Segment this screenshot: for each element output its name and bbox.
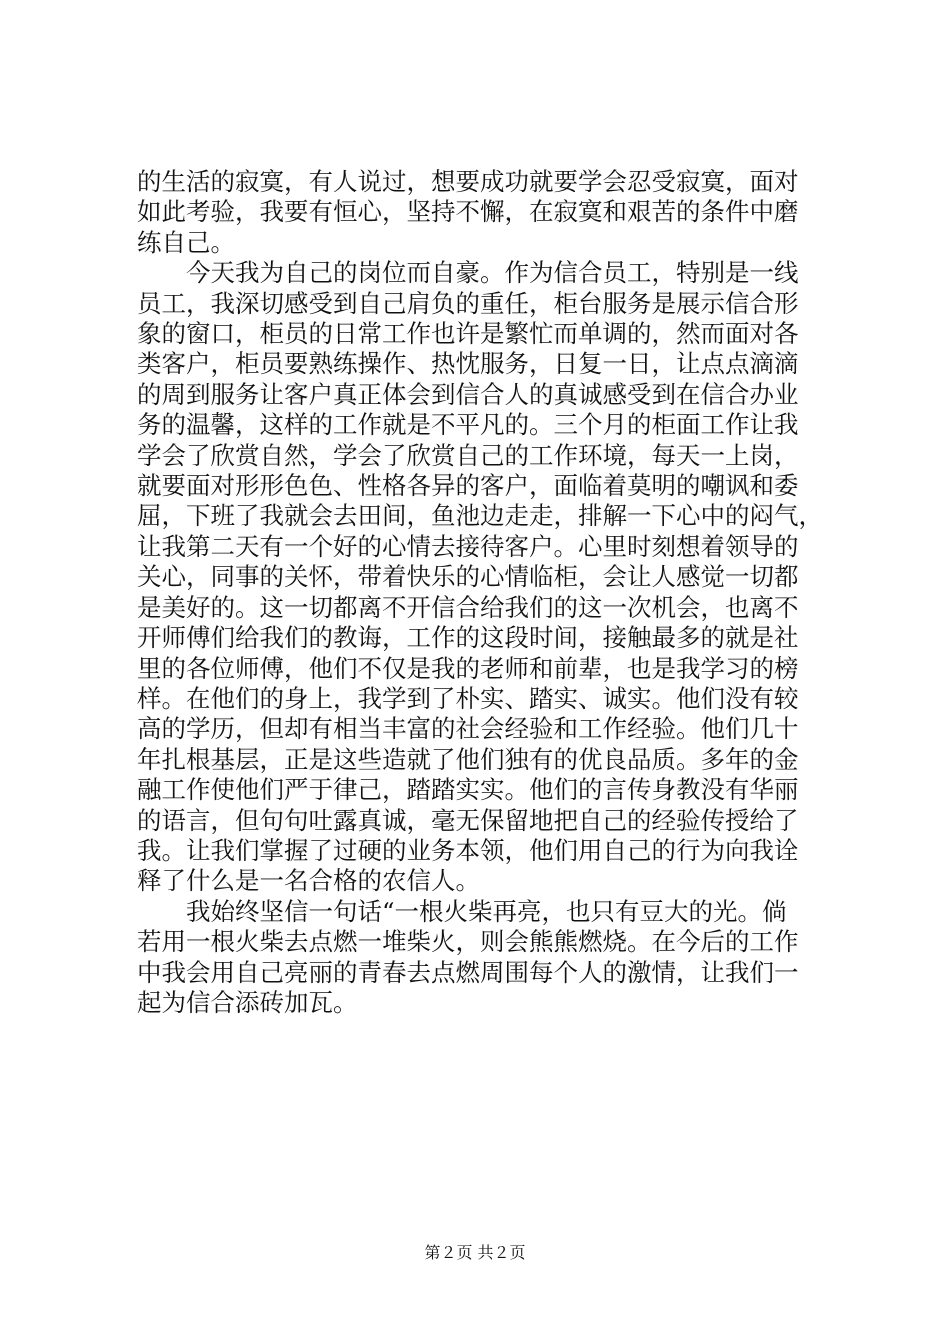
text-line: 样。在他们的身上，我学到了朴实、踏实、诚实。他们没有较 <box>137 683 799 713</box>
text-line: 员工，我深切感受到自己肩负的重任，柜台服务是展示信合形 <box>137 288 799 318</box>
text-line: 象的窗口，柜员的日常工作也许是繁忙而单调的，然而面对各 <box>137 319 799 349</box>
text-line: 的语言，但句句吐露真诚，毫无保留地把自己的经验传授给了 <box>137 805 799 835</box>
page-number: 第２页 共２页 <box>424 1243 526 1262</box>
text-line: 年扎根基层，正是这些造就了他们独有的优良品质。多年的金 <box>137 744 799 774</box>
text-line: 务的温馨，这样的工作就是不平凡的。三个月的柜面工作让我 <box>137 410 799 440</box>
text-line: 开师傅们给我们的教诲，工作的这段时间，接触最多的就是社 <box>137 623 799 653</box>
text-line: 屈，下班了我就会去田间，鱼池边走走，排解一下心中的闷气， <box>137 501 823 531</box>
text-line: 融工作使他们严于律己，踏踏实实。他们的言传身教没有华丽 <box>137 775 799 805</box>
text-line: 释了什么是一名合格的农信人。 <box>137 866 480 896</box>
text-line: 我始终坚信一句话“一根火柴再亮，也只有豆大的光。倘 <box>137 896 787 926</box>
body-text <box>137 167 827 1018</box>
text-line: 学会了欣赏自然，学会了欣赏自己的工作环境，每天一上岗， <box>137 440 799 470</box>
text-line: 今天我为自己的岗位而自豪。作为信合员工，特别是一线 <box>137 258 799 288</box>
text-line: 如此考验，我要有恒心，坚持不懈，在寂寞和艰苦的条件中磨 <box>137 197 799 227</box>
text-line: 让我第二天有一个好的心情去接待客户。心里时刻想着领导的 <box>137 531 799 561</box>
text-line: 类客户，柜员要熟练操作、热忱服务，日复一日，让点点滴滴 <box>137 349 799 379</box>
text-line: 我。让我们掌握了过硬的业务本领，他们用自己的行为向我诠 <box>137 835 799 865</box>
text-line: 是美好的。这一切都离不开信合给我们的这一次机会，也离不 <box>137 592 799 622</box>
text-line: 高的学历，但却有相当丰富的社会经验和工作经验。他们几十 <box>137 714 799 744</box>
text-line: 的生活的寂寞，有人说过，想要成功就要学会忍受寂寞，面对 <box>137 167 799 196</box>
page-footer <box>0 1243 950 1263</box>
text-line: 关心，同事的关怀，带着快乐的心情临柜，会让人感觉一切都 <box>137 562 799 592</box>
text-line: 起为信合添砖加瓦。 <box>137 987 358 1017</box>
text-line: 的周到服务让客户真正体会到信合人的真诚感受到在信合办业 <box>137 379 799 409</box>
text-line: 就要面对形形色色、性格各异的客户，面临着莫明的嘲讽和委 <box>137 471 799 501</box>
text-line: 若用一根火柴去点燃一堆柴火，则会熊熊燃烧。在今后的工作 <box>137 927 799 957</box>
text-line: 中我会用自己亮丽的青春去点燃周围每个人的激情，让我们一 <box>137 957 799 987</box>
text-line: 练自己。 <box>137 227 235 257</box>
text-line: 里的各位师傅，他们不仅是我的老师和前辈，也是我学习的榜 <box>137 653 799 683</box>
